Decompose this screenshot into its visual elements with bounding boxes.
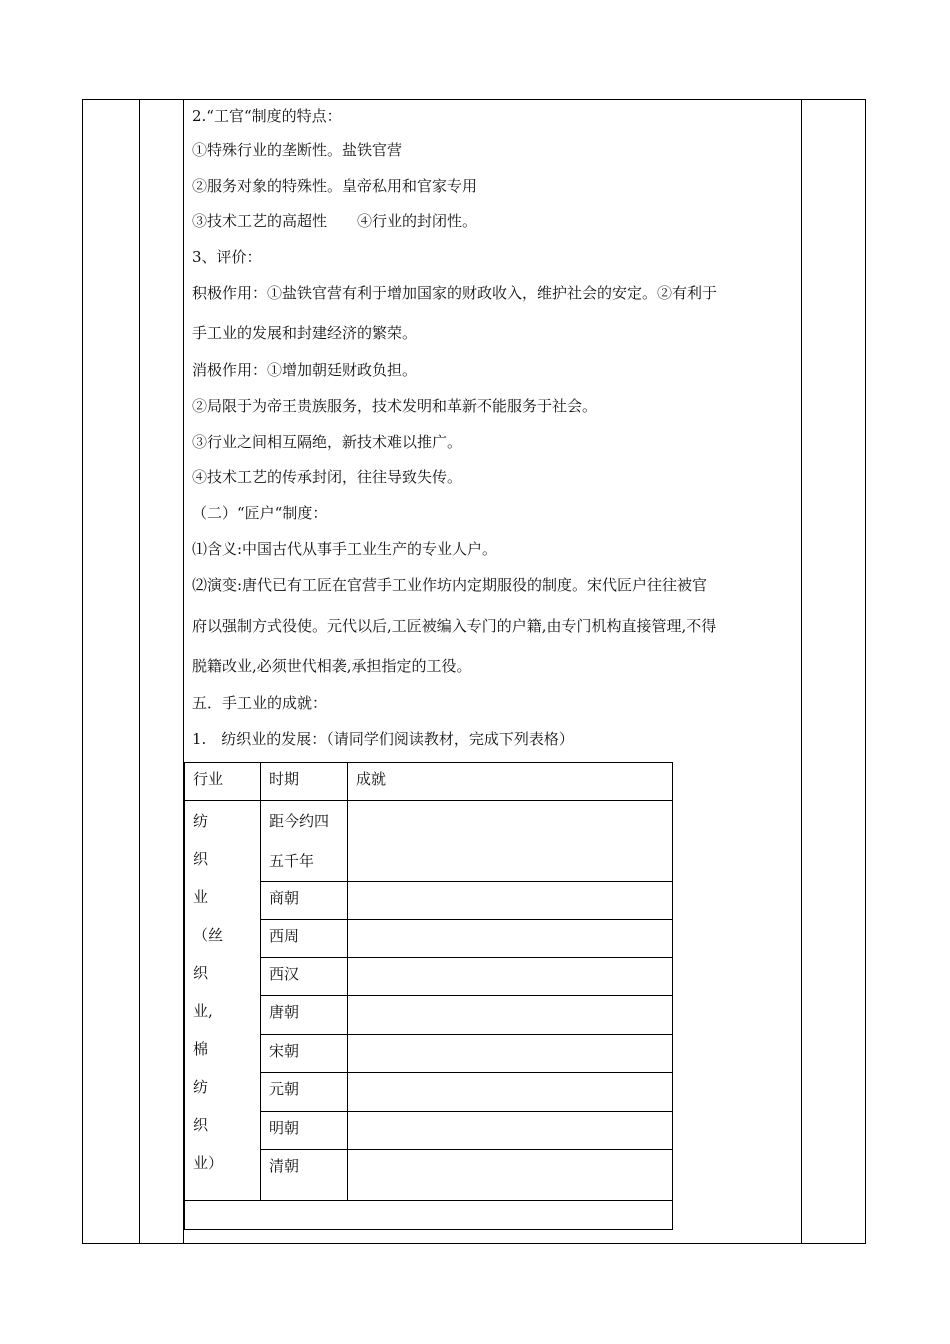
textile-achievements-table bbox=[184, 762, 673, 1230]
text-line: ⑴含义:中国古代从事手工业生产的专业人户。 bbox=[192, 540, 498, 558]
column-divider bbox=[801, 100, 802, 1243]
achievement-cell[interactable] bbox=[348, 801, 673, 882]
text-line: 积极作用：①盐铁官营有利于增加国家的财政收入，维护社会的安定。②有利于 bbox=[192, 284, 718, 302]
period-cell: 元朝 bbox=[269, 1080, 300, 1098]
achievement-cell[interactable] bbox=[348, 958, 673, 996]
period-cell: 唐朝 bbox=[269, 1003, 300, 1021]
period-cell: 西周 bbox=[269, 927, 300, 945]
period-cell: 西汉 bbox=[269, 965, 300, 983]
text-line: 府以强制方式役使。元代以后,工匠被编入专门的户籍,由专门机构直接管理,不得 bbox=[192, 617, 717, 635]
text-line: ②局限于为帝王贵族服务，技术发明和革新不能服务于社会。 bbox=[192, 397, 598, 415]
table-footer-row bbox=[185, 1201, 673, 1230]
header-period: 时期 bbox=[269, 770, 300, 788]
text-line: ⑵演变:唐代已有工匠在官营手工业作坊内定期服役的制度。宋代匠户往往被官 bbox=[192, 576, 708, 594]
period-cell: 明朝 bbox=[269, 1119, 300, 1137]
text-line: ④技术工艺的传承封闭，往往导致失传。 bbox=[192, 468, 463, 486]
achievement-cell[interactable] bbox=[348, 1112, 673, 1150]
header-industry: 行业 bbox=[193, 770, 224, 788]
text-line: 手工业的发展和封建经济的繁荣。 bbox=[192, 324, 418, 342]
achievement-cell[interactable] bbox=[348, 1150, 673, 1201]
period-cell: 宋朝 bbox=[269, 1042, 300, 1060]
text-line: （二）“匠户“制度： bbox=[192, 504, 328, 522]
period-cell: 商朝 bbox=[269, 889, 300, 907]
achievement-cell[interactable] bbox=[348, 996, 673, 1035]
text-line: 2.“工官“制度的特点： bbox=[192, 107, 342, 125]
achievement-cell[interactable] bbox=[348, 1073, 673, 1112]
period-cell: 清朝 bbox=[269, 1157, 300, 1175]
table-header-row bbox=[185, 763, 673, 801]
text-line: 3、评价： bbox=[192, 248, 262, 266]
empty-cell[interactable] bbox=[185, 1201, 673, 1230]
text-line: 五．手工业的成就： bbox=[192, 694, 328, 712]
industry-cell: 纺 织 业 （丝 织 业, 棉 纺 织 业） bbox=[185, 801, 261, 1201]
text-line: ②服务对象的特殊性。皇帝私用和官家专用 bbox=[192, 177, 478, 195]
period-cell: 距今约四 五千年 bbox=[261, 801, 348, 882]
achievement-cell[interactable] bbox=[348, 920, 673, 958]
text-line: 脱籍改业,必须世代相袭,承担指定的工役。 bbox=[192, 657, 472, 675]
text-line: ③行业之间相互隔绝，新技术难以推广。 bbox=[192, 433, 463, 451]
text-line: ①特殊行业的垄断性。盐铁官营 bbox=[192, 141, 403, 159]
text-line: 消极作用：①增加朝廷财政负担。 bbox=[192, 361, 418, 379]
achievement-cell[interactable] bbox=[348, 882, 673, 920]
text-line: 1. 纺织业的发展：（请同学们阅读教材，完成下列表格） bbox=[192, 730, 574, 748]
achievement-cell[interactable] bbox=[348, 1035, 673, 1073]
header-achievement: 成就 bbox=[356, 770, 387, 788]
text-line: ③技术工艺的高超性 ④行业的封闭性。 bbox=[192, 212, 478, 230]
table-row bbox=[185, 801, 673, 882]
column-divider bbox=[139, 100, 140, 1243]
